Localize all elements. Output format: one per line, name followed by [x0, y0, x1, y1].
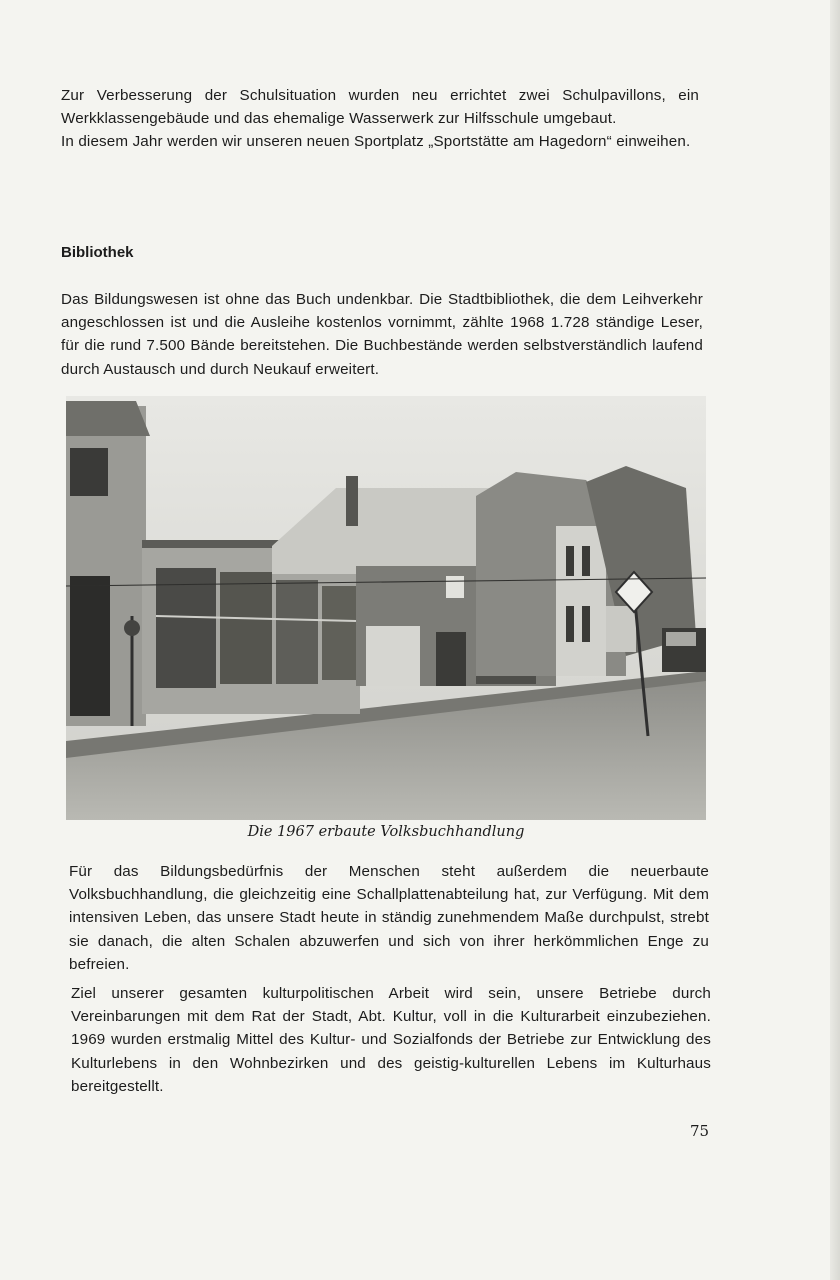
street-photograph: [66, 396, 706, 820]
paragraph-library: Das Bildungswesen ist ohne das Buch undenkbar. Die Stadtbibliothek, die dem Leihverkehr angeschlossen ist und die Ausleihe kostenlos vornimmt, zählte 1968 1.728 ständige Leser, für die rund 7.500 Bände bereitstehen. Die Buchbestände werden selbstverständlich laufend durch Austausch und durch Neukauf erweitert.: [61, 291, 703, 378]
paragraph-school-situation: Zur Verbesserung der Schulsituation wurden neu errichtet zwei Schulpavillons, ein Werkklassengebäude und das ehemalige Wasserwerk zur Hilfsschule umgebaut. In diesem Jahr werden wir unseren neuen Sportplatz „Sportstätte am Hagedorn“ einweihen.: [61, 87, 699, 151]
paragraph-volksbuchhandlung: Für das Bildungsbedürfnis der Menschen steht außerdem die neuerbaute Volksbuchhandlung, die gleichzeitig eine Schallplattenabteilung hat, zur Verfügung. Mit dem intensiven Leben, das unsere Stadt heute in ständig zunehmendem Maße durchpulst, strebt sie danach, die alten Schalen abzuwerfen und sich von ihrer herkömmlichen Enge zu befreien.: [69, 863, 709, 973]
paragraph-cultural-policy: Ziel unserer gesamten kulturpolitischen Arbeit wird sein, unsere Betriebe durch Vereinbarungen mit dem Rat der Stadt, Abt. Kultur, voll in die Kulturarbeit einzubeziehen. 1969 wurden erstmalig Mittel des Kultur- und Sozialfonds der Betriebe zur Entwicklung des Kulturlebens in den Wohnbezirken und des geistig-kulturellen Lebens im Kulturhaus bereitgestellt.: [71, 985, 711, 1095]
photo-caption: Die 1967 erbaute Volksbuchhandlung: [247, 824, 525, 840]
page-number: 75: [690, 1122, 710, 1140]
page-edge-shadow: [830, 0, 840, 1280]
section-heading-bibliothek: Bibliothek: [61, 244, 134, 261]
